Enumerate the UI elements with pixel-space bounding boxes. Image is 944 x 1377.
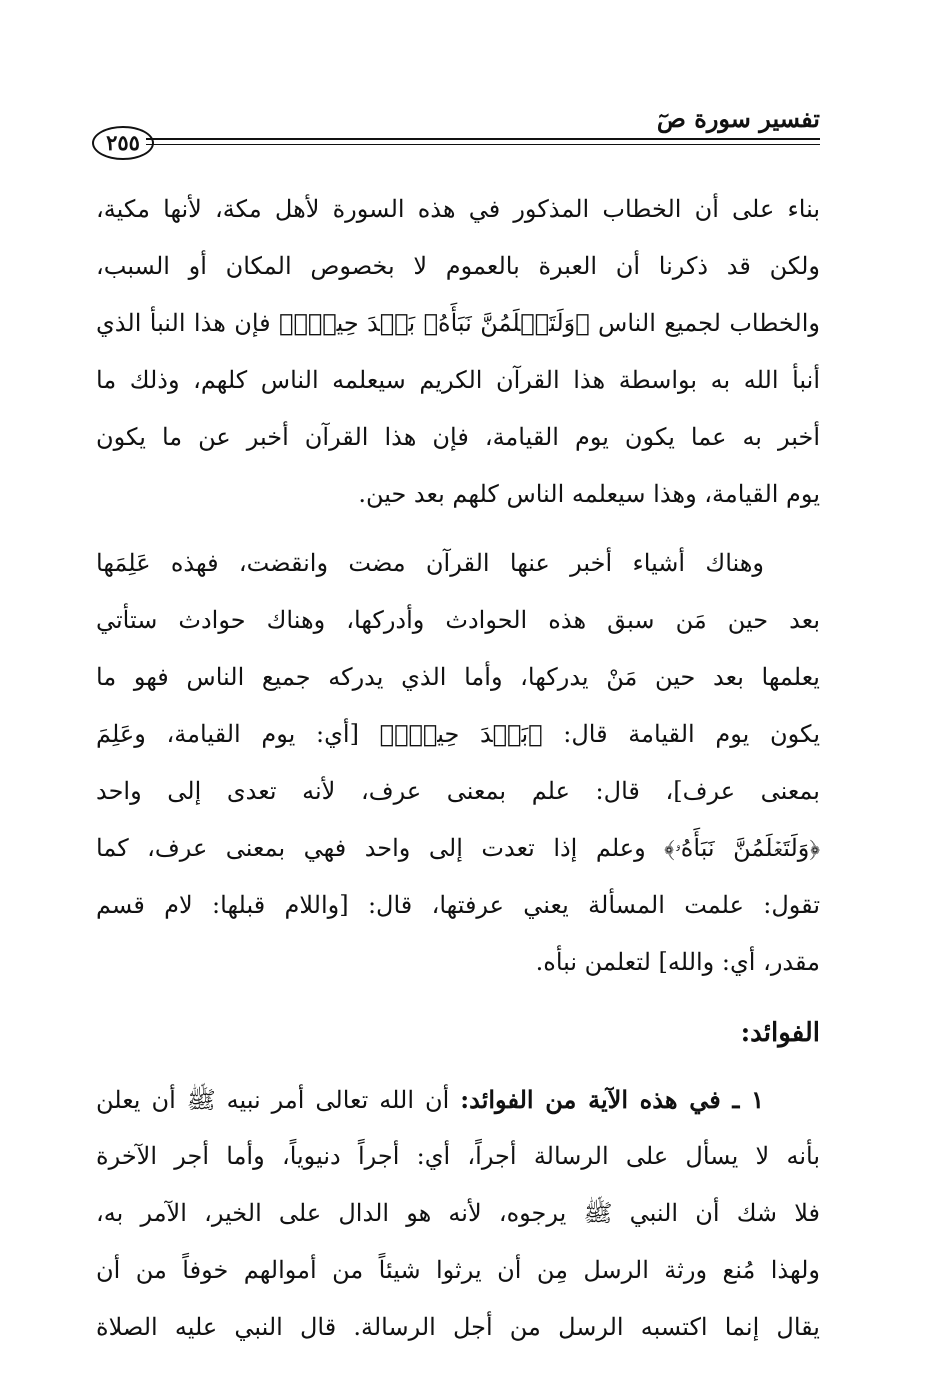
text-line: ﴿وَلَتَعۡلَمُنَّ نَبَأَهُۥ﴾ وعلم إذا تعدت إلى واحد فهي بمعنى عرف، كما [96,834,820,862]
text-line: مقدر، أي: والله] لتعلمن نبأه. [535,948,820,976]
text-line: يعلمها بعد حين مَنْ يدركها، وأما الذي يدركه جميع الناس فهو ما [96,663,820,691]
page-number: ٢٥٥ [92,126,154,160]
page-body [96,181,820,1356]
text-line: وهناك أشياء أخبر عنها القرآن مضت وانقضت، فهذه عَلِمَها [96,549,764,577]
text-line: فلا شك أن النبي ﷺ يرجوه، لأنه هو الدال على الخير، الآمر به، [96,1199,820,1227]
text-line-rest: أن الله تعالى أمر نبيه ﷺ أن يعلن [96,1086,450,1114]
header-rule-thin [146,144,820,145]
text-line: تقول: علمت المسألة يعني عرفتها، قال: [واللام قبلها: لام قسم [96,891,820,919]
section-heading: الفوائد: [740,1018,820,1048]
text-line: ولكن قد ذكرنا أن العبرة بالعموم لا بخصوص المكان أو السبب، [96,252,820,280]
paragraph-gap [96,523,820,535]
paragraph-2 [96,535,820,991]
paragraph-1 [96,181,820,523]
text-line: بناء على أن الخطاب المذكور في هذه السورة لأهل مكة، لأنها مكية، [96,195,820,223]
running-header [92,100,820,160]
text-line: بعد حين مَن سبق هذه الحوادث وأدركها، وهناك حوادث ستأتي [96,606,820,634]
header-title: تفسير سورة صٓ [656,104,820,133]
header-rule [146,138,820,140]
text-line: يوم القيامة، وهذا سيعلمه الناس كلهم بعد حين. [358,480,820,508]
text-line: بأنه لا يسأل على الرسالة أجراً، أي: أجراً دنيوياً، وأما أجر الآخرة [96,1142,820,1170]
lead-text: ١ ـ في هذه الآية من الفوائد: [460,1085,764,1114]
text-line: بمعنى عرف]، قال: علم بمعنى عرف، لأنه تعدى إلى واحد [96,777,820,805]
text-line: والخطاب لجميع الناس ﴿وَلَتَعۡلَمُنَّ نَبَأَهُۥ بَعۡدَ حِينِۭ﴾ فإن هذا النبأ الذي [96,309,820,337]
text-line: ولهذا مُنع ورثة الرسل مِن أن يرثوا شيئاً من أموالهم خوفاً من أن [96,1256,820,1284]
text-line-first [96,1071,820,1128]
text-line: أخبر به عما يكون يوم القيامة، فإن هذا القرآن أخبر عن ما يكون [96,423,820,451]
text-line: أنبأ الله به بواسطة هذا القرآن الكريم سيعلمه الناس كلهم، وذلك ما [96,366,820,394]
text-line: يقال إنما اكتسبه الرسل من أجل الرسالة. قال النبي عليه الصلاة [96,1313,820,1341]
text-line: يكون يوم القيامة قال: ﴿بَعۡدَ حِينِۭ﴾ [أي: يوم القيامة، وعَلِمَ [96,720,820,748]
paragraph-3 [96,1071,820,1356]
